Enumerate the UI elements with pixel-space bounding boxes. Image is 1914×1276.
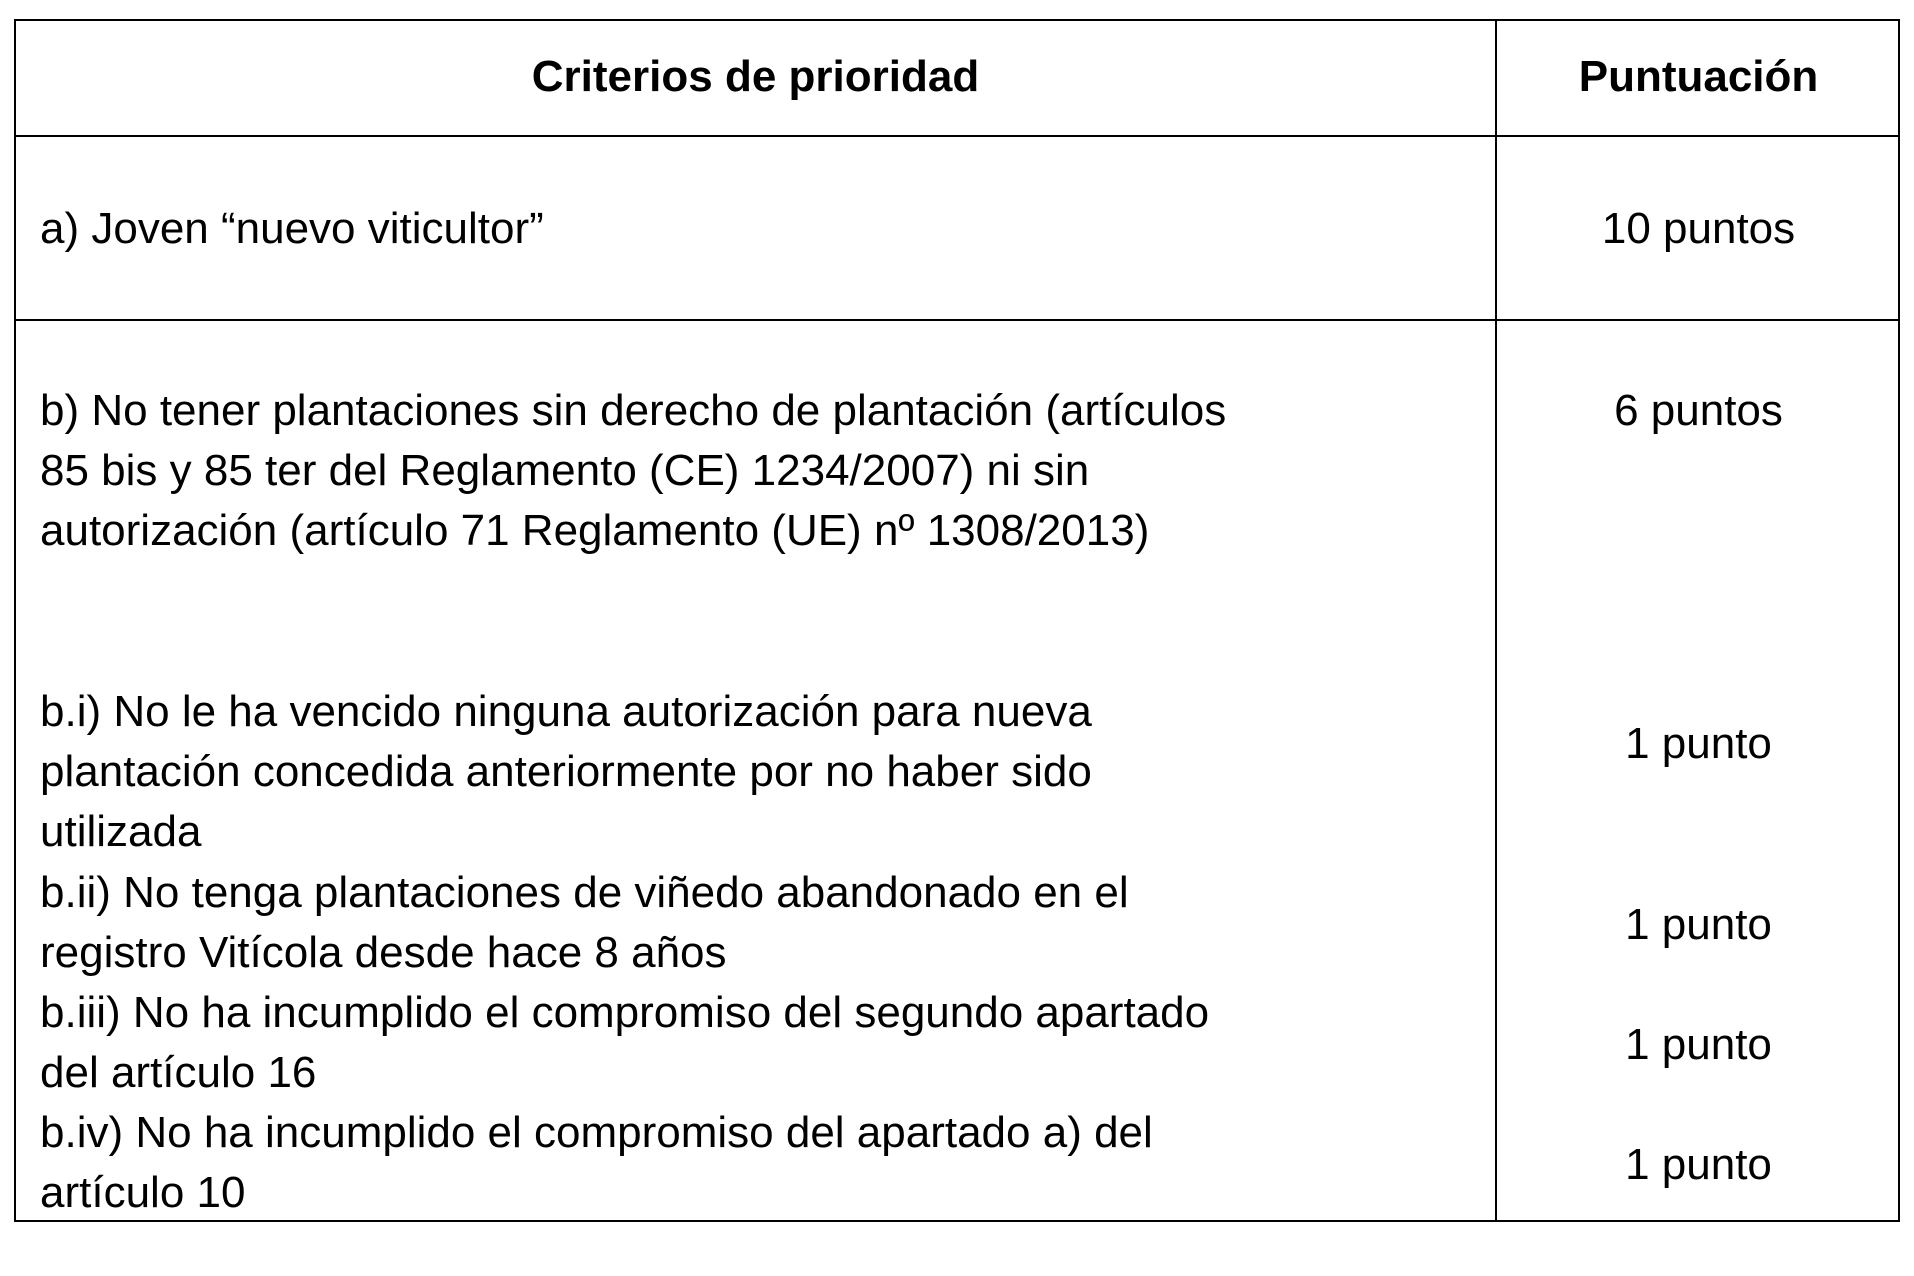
criterion-b-i-line: b.i) No le ha vencido ninguna autorización para nueva bbox=[40, 687, 1092, 736]
criterion-b-i-line: utilizada bbox=[40, 807, 202, 856]
criterion-b bbox=[40, 381, 1226, 561]
score-a: 10 puntos bbox=[1601, 204, 1796, 253]
score-b-ii: 1 punto bbox=[1625, 900, 1772, 949]
criterion-b-iv-line: artículo 10 bbox=[40, 1168, 246, 1217]
criterion-b-iii-line: b.iii) No ha incumplido el compromiso del segundo apartado bbox=[40, 988, 1210, 1037]
criterion-b-ii-line: b.ii) No tenga plantaciones de viñedo abandonado en el bbox=[40, 868, 1129, 917]
score-b: 6 puntos bbox=[1614, 386, 1783, 435]
header-divider bbox=[16, 135, 1898, 137]
criterion-b-i bbox=[40, 682, 1092, 862]
score-b-i: 1 punto bbox=[1625, 719, 1772, 768]
criterion-b-iii-line: del artículo 16 bbox=[40, 1048, 317, 1097]
criterion-a bbox=[40, 199, 544, 259]
criterion-b-ii bbox=[40, 863, 1129, 983]
criterion-b-iv bbox=[40, 1103, 1153, 1223]
criterion-b-line: b) No tener plantaciones sin derecho de plantación (artículos bbox=[40, 386, 1227, 435]
criterion-a-line: a) Joven “nuevo viticultor” bbox=[40, 204, 544, 253]
criterion-b-line: autorización (artículo 71 Reglamento (UE) nº 1308/2013) bbox=[40, 506, 1150, 555]
score-b-iii: 1 punto bbox=[1625, 1020, 1772, 1069]
criterion-b-line: 85 bis y 85 ter del Reglamento (CE) 1234/2007) ni sin bbox=[40, 446, 1090, 495]
priority-criteria-table bbox=[14, 19, 1900, 1222]
score-column-header: Puntuación bbox=[1578, 52, 1819, 101]
criterion-b-i-line: plantación concedida anteriormente por no haber sido bbox=[40, 747, 1092, 796]
criteria-column-header: Criterios de prioridad bbox=[531, 52, 980, 101]
score-b-iv: 1 punto bbox=[1625, 1140, 1772, 1189]
criterion-b-iii bbox=[40, 983, 1209, 1103]
criterion-b-iv-line: b.iv) No ha incumplido el compromiso del apartado a) del bbox=[40, 1108, 1153, 1157]
criterion-b-ii-line: registro Vitícola desde hace 8 años bbox=[40, 928, 727, 977]
row-divider bbox=[16, 319, 1898, 321]
